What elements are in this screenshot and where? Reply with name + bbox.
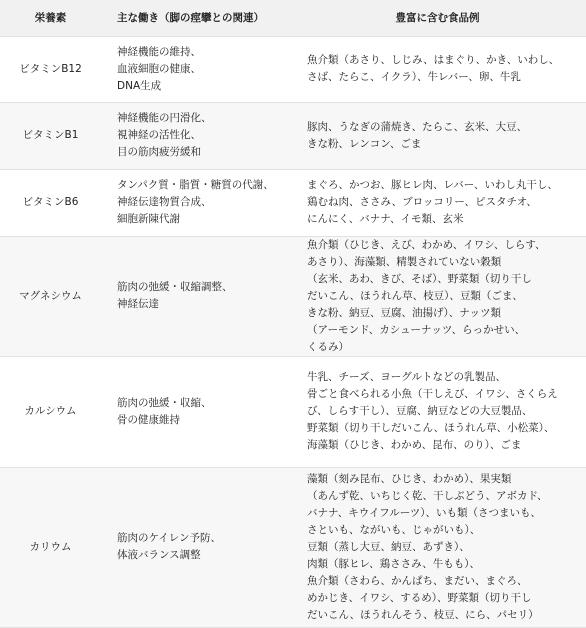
- function-line: 体液バランス調整: [117, 549, 201, 561]
- function-line: 血液細胞の健康、: [117, 62, 201, 75]
- nutrient-name: カルシウム: [0, 356, 101, 467]
- food-line: 鶏むね肉、ささみ、ブロッコリー、ピスタチオ、: [307, 196, 537, 208]
- nutrient-function: [101, 356, 289, 467]
- food-line: 牛乳、チーズ、ヨーグルトなどの乳製品、: [307, 371, 506, 383]
- function-line: 視神経の活性化、: [117, 129, 201, 141]
- food-line: にんにく、バナナ、イモ類、玄米: [307, 213, 464, 225]
- food-line: 魚介類（ひじき、えび、わかめ、イワシ、しらす、: [307, 238, 546, 251]
- food-line: 魚介類（あさり、しじみ、はまぐり、かき、いわし、: [307, 54, 560, 66]
- food-line: （あんず乾、いちじく乾、干しぶどう、アボカド、: [307, 489, 548, 502]
- food-line: だいこん、ほうれん草、枝豆）、豆類（ごま、: [307, 289, 523, 302]
- food-examples: [289, 169, 586, 236]
- function-line: 細胞新陳代謝: [117, 213, 180, 225]
- function-line: 目の筋肉疲労緩和: [117, 146, 201, 158]
- nutrient-function: [101, 102, 289, 169]
- function-line: 神経機能の維持、: [117, 45, 201, 58]
- nutrient-function: [101, 236, 289, 356]
- header-function: 主な働き（脚の痙攣との関連）: [101, 0, 289, 36]
- nutrient-function: [101, 36, 289, 102]
- food-line: さといも、ながいも、じゃがいも）、: [307, 523, 481, 536]
- nutrient-name: カリウム: [0, 467, 101, 627]
- food-line: 魚介類（さわら、かんぱち、まだい、まぐろ、: [307, 574, 528, 587]
- function-line: タンパク質・脂質・糖質の代謝、: [117, 179, 274, 191]
- table-header-row: [0, 0, 586, 36]
- function-line: 神経伝達: [117, 298, 159, 310]
- table-body: [0, 36, 586, 627]
- function-line: DNA生成: [117, 79, 162, 92]
- table-row: [0, 102, 586, 169]
- food-examples: [289, 236, 586, 356]
- nutrient-name: ビタミンB6: [0, 169, 101, 236]
- table-row: [0, 467, 586, 627]
- table-row: [0, 169, 586, 236]
- food-line: 肉類（豚ヒレ、鶏ささみ、牛もも）、: [307, 557, 481, 570]
- food-examples: [289, 36, 586, 102]
- food-line: きな粉、納豆、豆腐、油揚げ）、ナッツ類: [307, 306, 502, 319]
- nutrient-name: ビタミンB12: [0, 36, 101, 102]
- table-row: [0, 356, 586, 467]
- food-line: 海藻類（ひじき、わかめ、昆布、のり）、ごま: [307, 439, 522, 451]
- food-line: きな粉、レンコン、ごま: [307, 137, 422, 150]
- nutrient-name: マグネシウム: [0, 236, 101, 356]
- food-line: 野菜類（切り干しだいこん、ほうれん草、小松菜）、: [307, 422, 555, 434]
- nutrient-name: ビタミンB1: [0, 102, 101, 169]
- nutrient-function: [101, 467, 289, 627]
- table-row: [0, 36, 586, 102]
- food-line: めかじき、イワシ、するめ）、野菜類（切り干し: [307, 591, 532, 604]
- food-examples: [289, 102, 586, 169]
- function-line: 骨の健康維持: [117, 413, 180, 426]
- food-examples: [289, 467, 586, 627]
- food-line: び、しらす干し）、豆腐、納豆などの大豆製品、: [307, 405, 533, 417]
- header-foods: 豊富に含む食品例: [289, 0, 586, 36]
- table-row: [0, 236, 586, 356]
- function-line: 筋肉の弛緩・収縮調整、: [117, 281, 233, 293]
- food-line: 豆類（蒸し大豆、納豆、あずき）、: [307, 540, 470, 553]
- food-line: さば、たらこ、イクラ）、牛レバー、卵、牛乳: [307, 71, 521, 83]
- header-nutrient: 栄養素: [0, 0, 101, 36]
- food-line: バナナ、キウイフルーツ）、いも類（さつまいも、: [307, 506, 542, 519]
- food-line: くるみ）: [307, 340, 349, 353]
- function-line: 神経機能の円滑化、: [117, 112, 212, 124]
- nutrient-function: [101, 169, 289, 236]
- food-line: あさり）、海藻類、精製されていない穀類: [307, 255, 502, 268]
- function-line: 神経伝達物質合成、: [117, 196, 212, 208]
- food-line: （アーモンド、カシューナッツ、らっかせい、: [307, 323, 526, 336]
- food-examples: [289, 356, 586, 467]
- food-line: 骨ごと食べられる小魚（干しえび、イワシ、さくらえ: [307, 388, 558, 400]
- food-line: 豚肉、うなぎの蒲焼き、たらこ、玄米、大豆、: [307, 120, 528, 133]
- food-line: だいこん、ほうれんそう、枝豆、にら、パセリ）: [307, 608, 539, 621]
- food-line: （玄米、あわ、きび、そば）、野菜類（切り干し: [307, 272, 532, 285]
- function-line: 筋肉の弛緩・収縮、: [117, 396, 212, 409]
- food-line: まぐろ、かつお、豚ヒレ肉、レバー、いわし丸干し、: [307, 179, 558, 191]
- food-line: 藻類（刻み昆布、ひじき、わかめ）、果実類: [307, 472, 512, 485]
- function-line: 筋肉のケイレン予防、: [117, 532, 222, 544]
